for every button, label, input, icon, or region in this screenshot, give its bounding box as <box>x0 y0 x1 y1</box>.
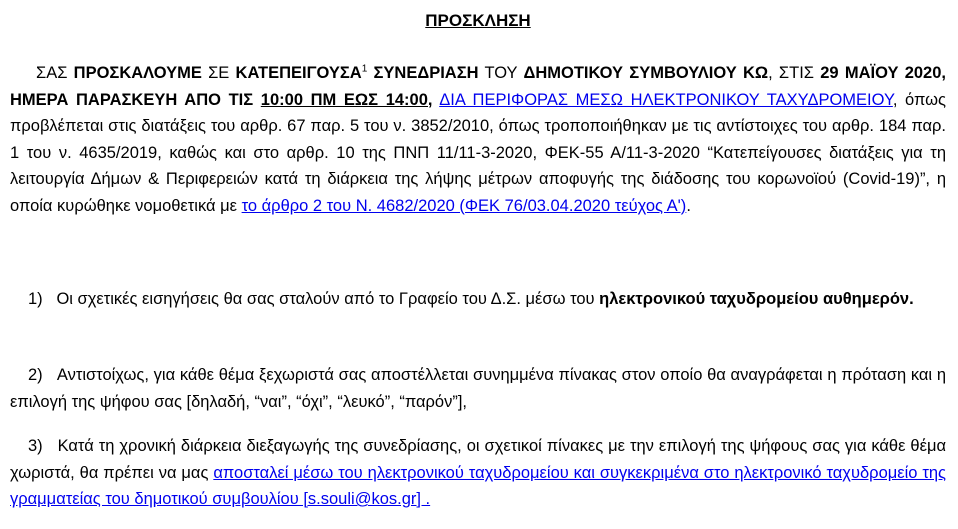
intro-bold-session: ΣΥΝΕΔΡΙΑΣΗ <box>367 64 479 82</box>
intro-bold-urgent: ΚΑΤΕΠΕΙΓΟΥΣΑ <box>235 64 362 82</box>
intro-text: ΣΕ <box>201 64 236 82</box>
intro-bold-invite: ΠΡΟΣΚΑΛΟΥΜΕ <box>73 64 202 82</box>
item-number: 2) <box>28 366 43 384</box>
intro-bold-time: 10:00 ΠΜ ΕΩΣ 14:00, <box>260 90 433 109</box>
intro-legal-text: , όπως προβλέπεται στις διατάξεις του αρθρ. 67 παρ. 5 του ν. 3852/2010, όπως τροποποιήθηκαν με τις αντίστοιχες του αρθρ. 184 παρ. 1 του ν. 4635/2019, καθώς και στο αρθρ. 10 της ΠΝΠ 11/11-3-2020, ΦΕΚ-55 Α/11-3-2020 “Κατεπείγουσες διατάξεις για τη λειτουργία Δήμων & Περιφερειών κατά τη διάρκεια της λήψης μέτρων αποφυγής της διάδοσης του κορωνοϊού (Covid-19)”, η οποία κυρώθηκε νομοθετικά με <box>10 90 946 215</box>
intro-text: ΣΑΣ <box>36 64 74 82</box>
intro-text: ΤΟΥ <box>478 64 524 82</box>
intro-text: , ΣΤΙΣ <box>768 64 821 82</box>
email-circulation-link[interactable]: ΔΙΑ ΠΕΡΙΦΟΡΑΣ ΜΕΣΩ ΗΛΕΚΤΡΟΝΙΚΟΥ ΤΑΧΥΔΡΟΜΕΙΟΥ <box>439 90 893 109</box>
list-item <box>10 433 946 513</box>
item-text: Κατά τη χρονική διάρκεια διεξαγωγής της συνεδρίασης, οι σχετικοί πίνακες με την επιλογή της ψήφους σας για κάθε θέμα χωριστά, θα πρέπει να μας <box>10 437 946 482</box>
intro-bold-council: ΔΗΜΟΤΙΚΟΥ ΣΥΜΒΟΥΛΙΟΥ ΚΩ <box>523 64 769 82</box>
document-title: ΠΡΟΣΚΛΗΣΗ <box>425 11 531 30</box>
item-number: 3) <box>28 437 43 455</box>
secretariat-email-link[interactable]: αποσταλεί μέσω του ηλεκτρονικού ταχυδρομείου και συγκεκριμένα στο ηλεκτρονικό ταχυδρομείο της γραμματείας του δημοτικού συμβουλίου [s.souli@kos.gr] . <box>10 463 946 508</box>
list-item <box>10 286 946 313</box>
intro-bold-date: 29 ΜΑΪΟΥ 2020, ΗΜΕΡΑ ΠΑΡΑΣΚΕΥΗ ΑΠΟ ΤΙΣ <box>10 64 946 109</box>
item-text: Αντιστοίχως, για κάθε θέμα ξεχωριστά σας αποστέλλεται συνημμένα πίνακας στον οποίο θα αναγράφεται η πρόταση και η επιλογή της ψήφου σας [δηλαδή, “ναι”, “όχι”, “λευκό”, “παρόν”], <box>10 366 946 411</box>
item-bold-text: ηλεκτρονικού ταχυδρομείου αυθημερόν. <box>599 290 914 308</box>
list-item <box>10 362 946 415</box>
intro-text: . <box>686 196 691 215</box>
item-text: Οι σχετικές εισηγήσεις θα σας σταλούν από το Γραφείο του Δ.Σ. μέσω του <box>56 290 600 308</box>
item-number: 1) <box>28 290 43 308</box>
invitation-paragraph <box>10 60 946 219</box>
law-article-link[interactable]: το άρθρο 2 του Ν. 4682/2020 (ΦΕΚ 76/03.04.2020 τεύχος Α') <box>241 196 687 215</box>
footnote-marker[interactable]: 1 <box>361 63 368 75</box>
